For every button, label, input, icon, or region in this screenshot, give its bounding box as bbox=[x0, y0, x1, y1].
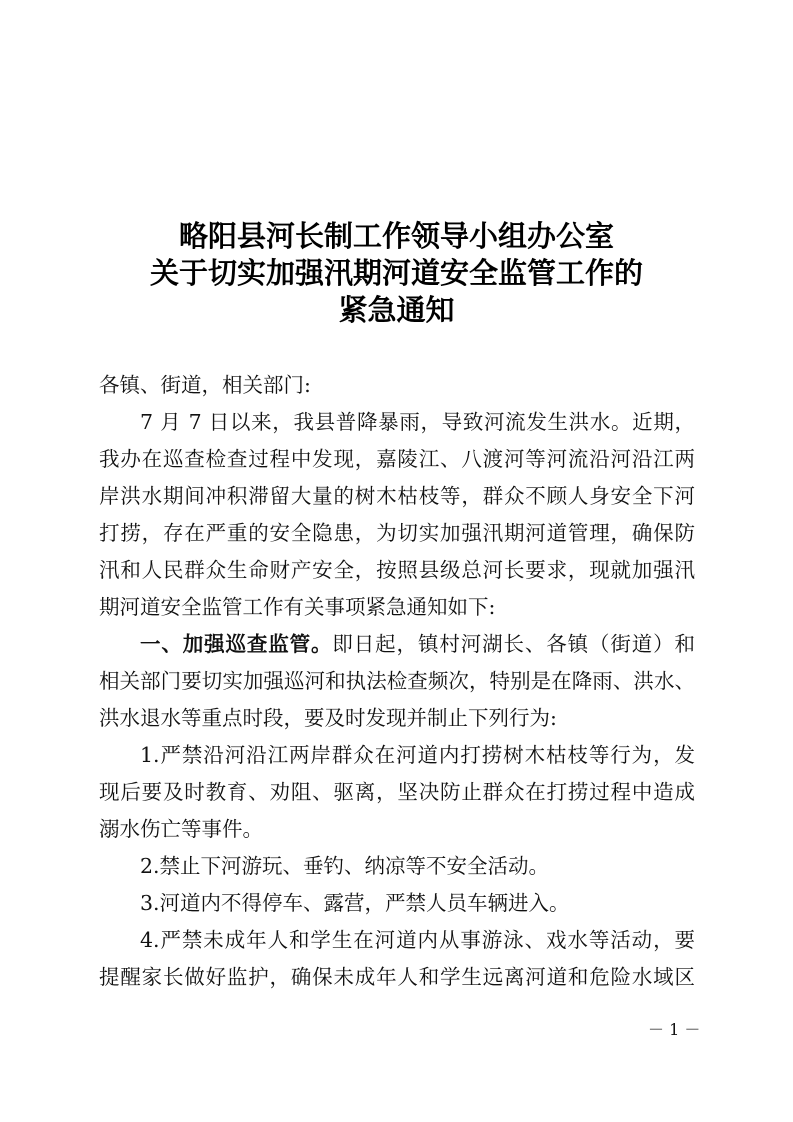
salutation: 各镇、街道，相关部门: bbox=[99, 373, 311, 397]
document-title-line-1: 略阳县河长制工作领导小组办公室 bbox=[178, 219, 614, 253]
item-4-line-1: 4.严禁未成年人和学生在河道内从事游泳、戏水等活动，要 bbox=[140, 928, 695, 952]
section-1-line-1-text: 即日起，镇村河湖长、各镇（街道）和 bbox=[332, 632, 696, 656]
section-1-heading: 一、加强巡查监管。 bbox=[140, 632, 333, 656]
paragraph-1-line-3: 岸洪水期间冲积滞留大量的树木枯枝等，群众不顾人身安全下河 bbox=[99, 484, 695, 508]
item-1-line-1: 1.严禁沿河沿江两岸群众在河道内打捞树木枯枝等行为，发 bbox=[140, 743, 695, 767]
document-title-line-3: 紧急通知 bbox=[338, 293, 455, 327]
item-3: 3.河道内不得停车、露营，严禁人员车辆进入。 bbox=[140, 891, 570, 915]
paragraph-1-line-2: 我办在巡查检查过程中发现，嘉陵江、八渡河等河流沿河沿江两 bbox=[99, 447, 695, 471]
paragraph-1-line-1: 7 月 7 日以来，我县普降暴雨，导致河流发生洪水。近期， bbox=[140, 410, 695, 434]
item-4-line-2: 提醒家长做好监护，确保未成年人和学生远离河道和危险水域区 bbox=[99, 965, 695, 989]
section-1-line-2: 相关部门要切实加强巡河和执法检查频次，特别是在降雨、洪水、 bbox=[99, 669, 695, 693]
paragraph-1-line-6: 期河道安全监管工作有关事项紧急通知如下: bbox=[99, 595, 496, 619]
document-title-line-2: 关于切实加强汛期河道安全监管工作的 bbox=[149, 256, 643, 290]
paragraph-1-line-4: 打捞，存在严重的安全隐患，为切实加强汛期河道管理，确保防 bbox=[99, 521, 695, 545]
item-1-line-3: 溺水伤亡等事件。 bbox=[99, 817, 263, 841]
item-1-line-2: 现后要及时教育、劝阻、驱离，坚决防止群众在打捞过程中造成 bbox=[99, 780, 695, 804]
section-1-line-3: 洪水退水等重点时段，要及时发现并制止下列行为: bbox=[99, 706, 557, 730]
page-number: － 1 － bbox=[648, 1020, 701, 1039]
paragraph-1-line-5: 汛和人民群众生命财产安全，按照县级总河长要求，现就加强汛 bbox=[99, 558, 695, 582]
section-1-line-1 bbox=[140, 624, 695, 664]
item-2: 2.禁止下河游玩、垂钓、纳凉等不安全活动。 bbox=[140, 854, 550, 878]
